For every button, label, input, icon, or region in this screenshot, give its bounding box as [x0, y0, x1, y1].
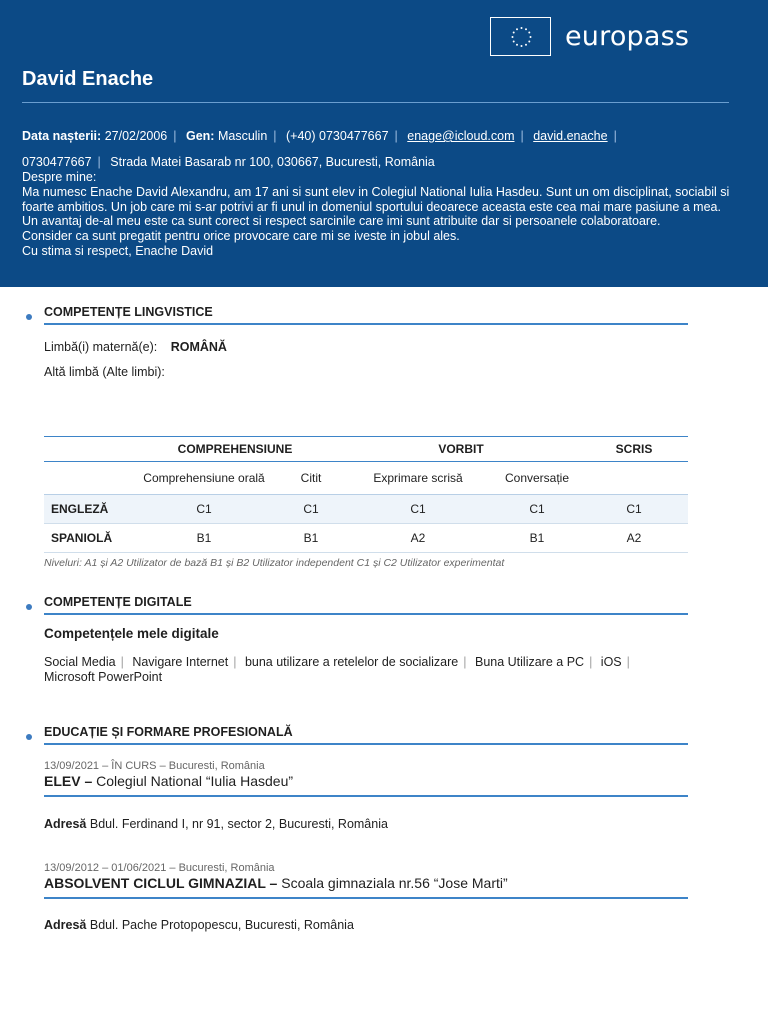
- about-line: Despre mine:: [22, 170, 97, 184]
- address: Strada Matei Basarab nr 100, 030667, Bucuresti, România: [110, 155, 435, 169]
- language-name: ENGLEZĂ: [44, 495, 128, 524]
- about-me: [22, 170, 742, 259]
- level-cell: C1: [128, 495, 280, 524]
- subheader-written-expression: Exprimare scrisă: [342, 462, 494, 495]
- logo-text: europass: [565, 21, 690, 52]
- digital-subtitle: Competențele mele digitale: [44, 626, 219, 641]
- level-cell: A2: [342, 524, 494, 553]
- contact-info: Data nașterii: 27/02/2006 | Gen: Masculin | (+40) 0730477667 | enage@icloud.com | david.enache | 0730477667 | Strada Matei Basarab nr 100, 030667, Bucuresti, România: [22, 129, 617, 169]
- education-address: [44, 817, 388, 831]
- address-label: Adresă: [44, 817, 87, 831]
- level-cell: C1: [342, 495, 494, 524]
- levels-note: Niveluri: A1 și A2 Utilizator de bază B1 și B2 Utilizator independent C1 și C2 Utilizator experimentat: [44, 557, 505, 569]
- education-meta: 13/09/2021 – ÎN CURS – Bucuresti, România: [44, 760, 265, 772]
- subheader-oral: Comprehensiune orală: [128, 462, 280, 495]
- header: [0, 0, 768, 287]
- address-value: Bdul. Ferdinand I, nr 91, sector 2, Bucuresti, România: [89, 817, 388, 831]
- table-header-comprehension: COMPREHENSIUNE: [128, 437, 342, 462]
- skill-item: Buna Utilizare a PC: [474, 655, 585, 669]
- table-header-spoken: VORBIT: [342, 437, 580, 462]
- address-label: Adresă: [44, 918, 87, 932]
- skill-item: Social Media: [44, 655, 116, 669]
- education-divider: [44, 897, 688, 899]
- section-divider: [44, 743, 688, 745]
- other-language-label: Altă limbă (Alte limbi):: [44, 365, 165, 379]
- phone: (+40) 0730477667: [286, 129, 389, 143]
- language-name: SPANIOLĂ: [44, 524, 128, 553]
- gender-value: Masculin: [217, 129, 268, 143]
- skill-item: iOS: [600, 655, 622, 669]
- table-header-written: SCRIS: [580, 437, 688, 462]
- skill-item: Navigare Internet: [132, 655, 229, 669]
- education-school: Colegiul National “Iulia Hasdeu”: [96, 773, 294, 789]
- about-line: Un avantaj de-al meu este ca sunt corect si respect sarcinile care imi sunt atribuite dar si persoanele colaboratoare.: [22, 214, 661, 229]
- section-bullet: [26, 604, 32, 610]
- birth-label: Data nașterii:: [22, 129, 102, 143]
- skill-item: Microsoft PowerPoint: [44, 670, 163, 684]
- native-language-label: Limbă(i) maternă(e):: [44, 340, 158, 354]
- level-cell: B1: [128, 524, 280, 553]
- section-divider: [44, 323, 688, 325]
- header-divider: [22, 102, 729, 103]
- education-role: ELEV –: [44, 773, 93, 789]
- table-row: [44, 495, 688, 524]
- native-language-row: [44, 340, 227, 354]
- website-link[interactable]: david.enache: [533, 129, 608, 143]
- email-link[interactable]: enage@icloud.com: [407, 129, 515, 143]
- education-divider: [44, 795, 688, 797]
- address-value: Bdul. Pache Protopopescu, Bucuresti, România: [89, 918, 354, 932]
- native-language-value: ROMÂNĂ: [170, 340, 227, 354]
- education-school: Scoala gimnaziala nr.56 “Jose Marti”: [281, 875, 508, 891]
- education-role: ABSOLVENT CICLUL GIMNAZIAL –: [44, 875, 278, 891]
- subheader-conversation: Conversație: [494, 462, 580, 495]
- section-bullet: [26, 314, 32, 320]
- section-title-languages: COMPETENȚE LINGVISTICE: [44, 305, 213, 319]
- table-row: [44, 524, 688, 553]
- about-line: Cu stima si respect, Enache David: [22, 243, 214, 258]
- level-cell: A2: [580, 524, 688, 553]
- level-cell: B1: [280, 524, 342, 553]
- education-meta: 13/09/2012 – 01/06/2021 – Bucuresti, România: [44, 862, 275, 874]
- digital-skills-list: Social Media | Navigare Internet | buna utilizare a retelelor de socializare | Buna Utilizare a PC | iOS | Microsoft PowerPoint: [44, 655, 630, 684]
- education-title: [44, 773, 293, 789]
- section-title-digital: COMPETENȚE DIGITALE: [44, 595, 192, 609]
- about-line: Ma numesc Enache David Alexandru, am 17 ani si sunt elev in Colegiul National Iulia Hasdeu. Sunt un om disciplinat, sociabil si foarte ambitios. Un job care mi s-ar potrivi ar fi unul in domeniul sportului deoarece aceasta este cea mai mare pasiune a mea.: [22, 184, 730, 214]
- person-name: David Enache: [22, 68, 154, 90]
- gender-label: Gen:: [185, 129, 215, 143]
- birth-value: 27/02/2006: [104, 129, 168, 143]
- section-bullet: [26, 734, 32, 740]
- eu-flag-icon: [490, 17, 551, 56]
- about-line: Consider ca sunt pregatit pentru orice provocare care mi se iveste in jobul ales.: [22, 229, 460, 244]
- subheader-read: Citit: [280, 462, 342, 495]
- section-divider: [44, 613, 688, 615]
- europass-logo: [490, 17, 689, 56]
- level-cell: C1: [280, 495, 342, 524]
- level-cell: C1: [494, 495, 580, 524]
- education-address: [44, 918, 354, 932]
- level-cell: C1: [580, 495, 688, 524]
- phone-secondary: 0730477667: [22, 155, 92, 169]
- language-table: [44, 436, 688, 553]
- level-cell: B1: [494, 524, 580, 553]
- section-title-education: EDUCAȚIE ȘI FORMARE PROFESIONALĂ: [44, 725, 293, 739]
- table-header-empty: [44, 437, 128, 462]
- skill-item: buna utilizare a retelelor de socializare: [244, 655, 459, 669]
- education-title: [44, 875, 508, 891]
